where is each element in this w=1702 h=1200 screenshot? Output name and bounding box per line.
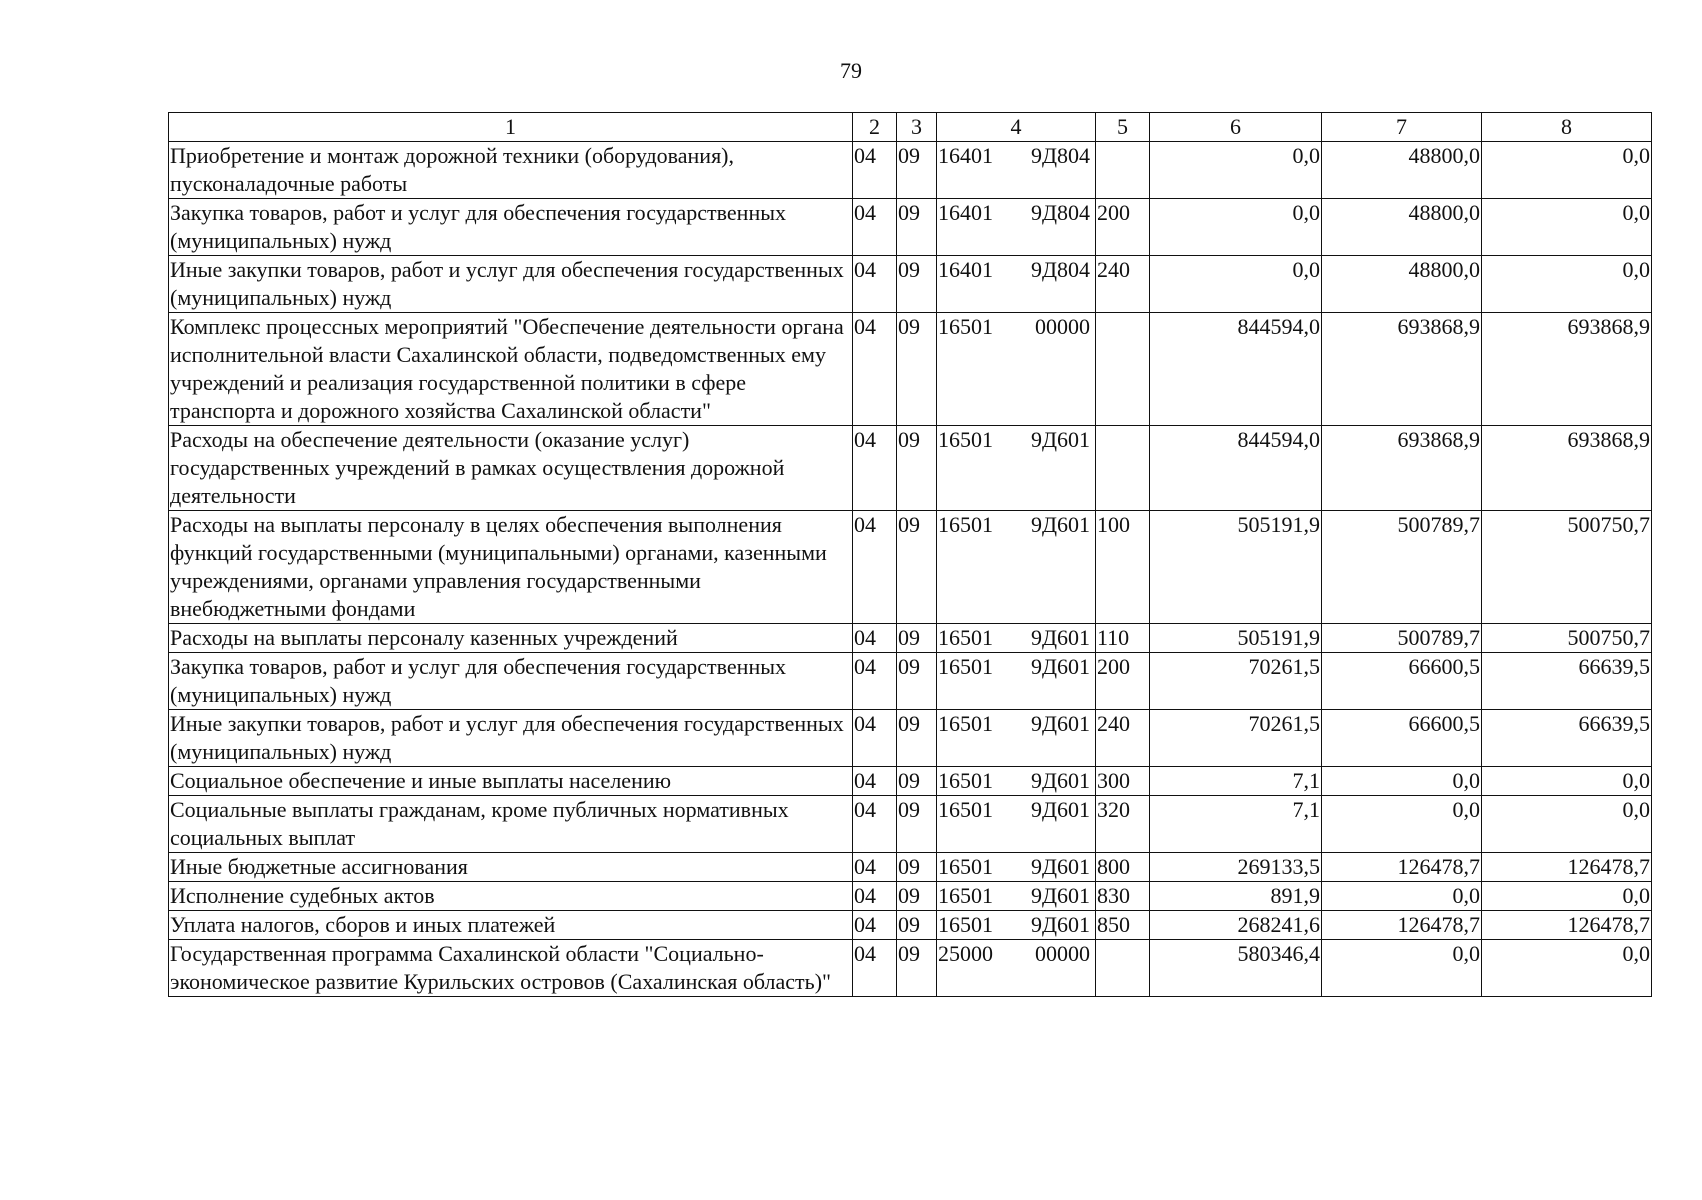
code-direction: 9Д601 xyxy=(1030,654,1090,679)
code-expense-type: 240 xyxy=(1096,256,1150,313)
code-program: 16401 xyxy=(938,200,993,225)
code-expense-type xyxy=(1096,142,1150,199)
row-name: Уплата налогов, сборов и иных платежей xyxy=(169,911,853,940)
code-subsection: 09 xyxy=(897,624,937,653)
value-col-8: 0,0 xyxy=(1482,199,1652,256)
code-direction: 00000 xyxy=(1035,941,1090,966)
code-subsection: 09 xyxy=(897,313,937,426)
code-expense-type xyxy=(1096,426,1150,511)
value-col-8: 66639,5 xyxy=(1482,710,1652,767)
code-subsection: 09 xyxy=(897,710,937,767)
value-col-6: 0,0 xyxy=(1150,142,1322,199)
code-direction: 9Д804 xyxy=(1030,200,1090,225)
code-subsection: 09 xyxy=(897,511,937,624)
code-subsection: 09 xyxy=(897,940,937,997)
code-target-article xyxy=(937,940,1096,997)
value-col-8: 0,0 xyxy=(1482,882,1652,911)
code-program: 16501 xyxy=(938,625,993,650)
row-name: Иные закупки товаров, работ и услуг для обеспечения государственных (муниципальных) нужд xyxy=(169,256,853,313)
code-direction: 9Д601 xyxy=(1030,854,1090,879)
value-col-6: 0,0 xyxy=(1150,199,1322,256)
code-subsection: 09 xyxy=(897,653,937,710)
row-name: Социальные выплаты гражданам, кроме публичных нормативных социальных выплат xyxy=(169,796,853,853)
code-target-article xyxy=(937,199,1096,256)
table-row xyxy=(169,426,1652,511)
code-program: 16501 xyxy=(938,797,993,822)
code-section: 04 xyxy=(853,940,897,997)
table-row xyxy=(169,511,1652,624)
value-col-7: 66600,5 xyxy=(1322,653,1482,710)
code-target-article xyxy=(937,256,1096,313)
code-direction: 9Д601 xyxy=(1030,768,1090,793)
code-section: 04 xyxy=(853,796,897,853)
value-col-8: 693868,9 xyxy=(1482,426,1652,511)
budget-table xyxy=(168,112,1652,997)
code-program: 16501 xyxy=(938,427,993,452)
code-expense-type: 830 xyxy=(1096,882,1150,911)
code-section: 04 xyxy=(853,853,897,882)
code-direction: 9Д601 xyxy=(1030,427,1090,452)
value-col-7: 0,0 xyxy=(1322,796,1482,853)
value-col-8: 0,0 xyxy=(1482,142,1652,199)
value-col-7: 48800,0 xyxy=(1322,199,1482,256)
row-name: Расходы на обеспечение деятельности (оказание услуг) государственных учреждений в рамках осуществления дорожной деятельности xyxy=(169,426,853,511)
value-col-6: 0,0 xyxy=(1150,256,1322,313)
value-col-6: 891,9 xyxy=(1150,882,1322,911)
col-header-2: 2 xyxy=(853,113,897,142)
code-section: 04 xyxy=(853,882,897,911)
code-section: 04 xyxy=(853,710,897,767)
value-col-6: 70261,5 xyxy=(1150,653,1322,710)
table-row xyxy=(169,653,1652,710)
page-number: 79 xyxy=(840,58,862,83)
value-col-6: 505191,9 xyxy=(1150,624,1322,653)
value-col-6: 844594,0 xyxy=(1150,426,1322,511)
code-direction: 9Д804 xyxy=(1030,257,1090,282)
code-subsection: 09 xyxy=(897,199,937,256)
row-name: Социальное обеспечение и иные выплаты населению xyxy=(169,767,853,796)
table-row xyxy=(169,882,1652,911)
table-row xyxy=(169,940,1652,997)
value-col-7: 500789,7 xyxy=(1322,624,1482,653)
table-row xyxy=(169,142,1652,199)
code-program: 16501 xyxy=(938,883,993,908)
code-program: 16501 xyxy=(938,854,993,879)
value-col-7: 126478,7 xyxy=(1322,911,1482,940)
code-expense-type: 200 xyxy=(1096,199,1150,256)
code-section: 04 xyxy=(853,199,897,256)
code-program: 16501 xyxy=(938,912,993,937)
code-subsection: 09 xyxy=(897,426,937,511)
value-col-6: 7,1 xyxy=(1150,796,1322,853)
code-target-article xyxy=(937,511,1096,624)
value-col-8: 0,0 xyxy=(1482,940,1652,997)
row-name: Комплекс процессных мероприятий "Обеспечение деятельности органа исполнительной власти Сахалинской области, подведомственных ему учреждений и реализация государственной политики в сфере транспорта и дорожного хозяйства Сахалинской области" xyxy=(169,313,853,426)
code-subsection: 09 xyxy=(897,142,937,199)
code-expense-type: 850 xyxy=(1096,911,1150,940)
code-direction: 9Д601 xyxy=(1030,512,1090,537)
value-col-7: 693868,9 xyxy=(1322,426,1482,511)
code-section: 04 xyxy=(853,911,897,940)
row-name: Иные закупки товаров, работ и услуг для обеспечения государственных (муниципальных) нужд xyxy=(169,710,853,767)
code-expense-type: 800 xyxy=(1096,853,1150,882)
table-row xyxy=(169,911,1652,940)
row-name: Расходы на выплаты персоналу в целях обеспечения выполнения функций государственными (муниципальными) органами, казенными учреждениями, органами управления государственными внебюджетными фондами xyxy=(169,511,853,624)
col-header-7: 7 xyxy=(1322,113,1482,142)
value-col-6: 70261,5 xyxy=(1150,710,1322,767)
table-row xyxy=(169,313,1652,426)
row-name: Приобретение и монтаж дорожной техники (оборудования), пусконаладочные работы xyxy=(169,142,853,199)
value-col-8: 693868,9 xyxy=(1482,313,1652,426)
code-direction: 9Д601 xyxy=(1030,883,1090,908)
value-col-6: 268241,6 xyxy=(1150,911,1322,940)
row-name: Иные бюджетные ассигнования xyxy=(169,853,853,882)
code-target-article xyxy=(937,796,1096,853)
table-row xyxy=(169,624,1652,653)
code-program: 16501 xyxy=(938,314,993,339)
value-col-6: 7,1 xyxy=(1150,767,1322,796)
code-direction: 9Д601 xyxy=(1030,711,1090,736)
value-col-7: 500789,7 xyxy=(1322,511,1482,624)
code-target-article xyxy=(937,142,1096,199)
value-col-8: 126478,7 xyxy=(1482,911,1652,940)
value-col-7: 0,0 xyxy=(1322,940,1482,997)
code-expense-type: 300 xyxy=(1096,767,1150,796)
row-name: Государственная программа Сахалинской области "Социально-экономическое развитие Курильских островов (Сахалинская область)" xyxy=(169,940,853,997)
col-header-5: 5 xyxy=(1096,113,1150,142)
code-target-article xyxy=(937,653,1096,710)
code-expense-type xyxy=(1096,313,1150,426)
value-col-8: 0,0 xyxy=(1482,767,1652,796)
table-row xyxy=(169,853,1652,882)
value-col-8: 66639,5 xyxy=(1482,653,1652,710)
row-name: Закупка товаров, работ и услуг для обеспечения государственных (муниципальных) нужд xyxy=(169,199,853,256)
value-col-7: 693868,9 xyxy=(1322,313,1482,426)
code-target-article xyxy=(937,426,1096,511)
code-program: 16501 xyxy=(938,512,993,537)
code-section: 04 xyxy=(853,653,897,710)
col-header-3: 3 xyxy=(897,113,937,142)
code-expense-type: 240 xyxy=(1096,710,1150,767)
code-program: 16501 xyxy=(938,768,993,793)
header-row xyxy=(169,113,1652,142)
code-section: 04 xyxy=(853,142,897,199)
row-name: Расходы на выплаты персоналу казенных учреждений xyxy=(169,624,853,653)
code-subsection: 09 xyxy=(897,796,937,853)
code-target-article xyxy=(937,624,1096,653)
value-col-7: 0,0 xyxy=(1322,882,1482,911)
code-expense-type xyxy=(1096,940,1150,997)
code-subsection: 09 xyxy=(897,911,937,940)
code-target-article xyxy=(937,853,1096,882)
value-col-7: 48800,0 xyxy=(1322,256,1482,313)
code-section: 04 xyxy=(853,511,897,624)
code-target-article xyxy=(937,911,1096,940)
value-col-7: 66600,5 xyxy=(1322,710,1482,767)
code-program: 16401 xyxy=(938,143,993,168)
code-subsection: 09 xyxy=(897,853,937,882)
table-row xyxy=(169,710,1652,767)
table-row xyxy=(169,767,1652,796)
code-section: 04 xyxy=(853,426,897,511)
code-direction: 9Д601 xyxy=(1030,912,1090,937)
code-program: 16501 xyxy=(938,711,993,736)
row-name: Закупка товаров, работ и услуг для обеспечения государственных (муниципальных) нужд xyxy=(169,653,853,710)
value-col-8: 0,0 xyxy=(1482,256,1652,313)
code-section: 04 xyxy=(853,624,897,653)
code-target-article xyxy=(937,882,1096,911)
col-header-8: 8 xyxy=(1482,113,1652,142)
value-col-7: 126478,7 xyxy=(1322,853,1482,882)
code-direction: 00000 xyxy=(1035,314,1090,339)
table-row xyxy=(169,199,1652,256)
value-col-8: 500750,7 xyxy=(1482,511,1652,624)
code-direction: 9Д601 xyxy=(1030,797,1090,822)
code-subsection: 09 xyxy=(897,256,937,313)
value-col-7: 48800,0 xyxy=(1322,142,1482,199)
value-col-7: 0,0 xyxy=(1322,767,1482,796)
row-name: Исполнение судебных актов xyxy=(169,882,853,911)
value-col-8: 500750,7 xyxy=(1482,624,1652,653)
code-program: 16401 xyxy=(938,257,993,282)
code-subsection: 09 xyxy=(897,767,937,796)
value-col-6: 844594,0 xyxy=(1150,313,1322,426)
code-program: 25000 xyxy=(938,941,993,966)
col-header-4: 4 xyxy=(937,113,1096,142)
code-target-article xyxy=(937,313,1096,426)
code-expense-type: 320 xyxy=(1096,796,1150,853)
code-section: 04 xyxy=(853,313,897,426)
value-col-6: 505191,9 xyxy=(1150,511,1322,624)
code-expense-type: 200 xyxy=(1096,653,1150,710)
code-section: 04 xyxy=(853,767,897,796)
table-row xyxy=(169,256,1652,313)
code-target-article xyxy=(937,710,1096,767)
value-col-6: 269133,5 xyxy=(1150,853,1322,882)
value-col-6: 580346,4 xyxy=(1150,940,1322,997)
col-header-1: 1 xyxy=(169,113,853,142)
code-expense-type: 110 xyxy=(1096,624,1150,653)
col-header-6: 6 xyxy=(1150,113,1322,142)
value-col-8: 0,0 xyxy=(1482,796,1652,853)
code-direction: 9Д804 xyxy=(1030,143,1090,168)
code-target-article xyxy=(937,767,1096,796)
code-subsection: 09 xyxy=(897,882,937,911)
table-row xyxy=(169,796,1652,853)
value-col-8: 126478,7 xyxy=(1482,853,1652,882)
code-direction: 9Д601 xyxy=(1030,625,1090,650)
code-section: 04 xyxy=(853,256,897,313)
code-program: 16501 xyxy=(938,654,993,679)
code-expense-type: 100 xyxy=(1096,511,1150,624)
